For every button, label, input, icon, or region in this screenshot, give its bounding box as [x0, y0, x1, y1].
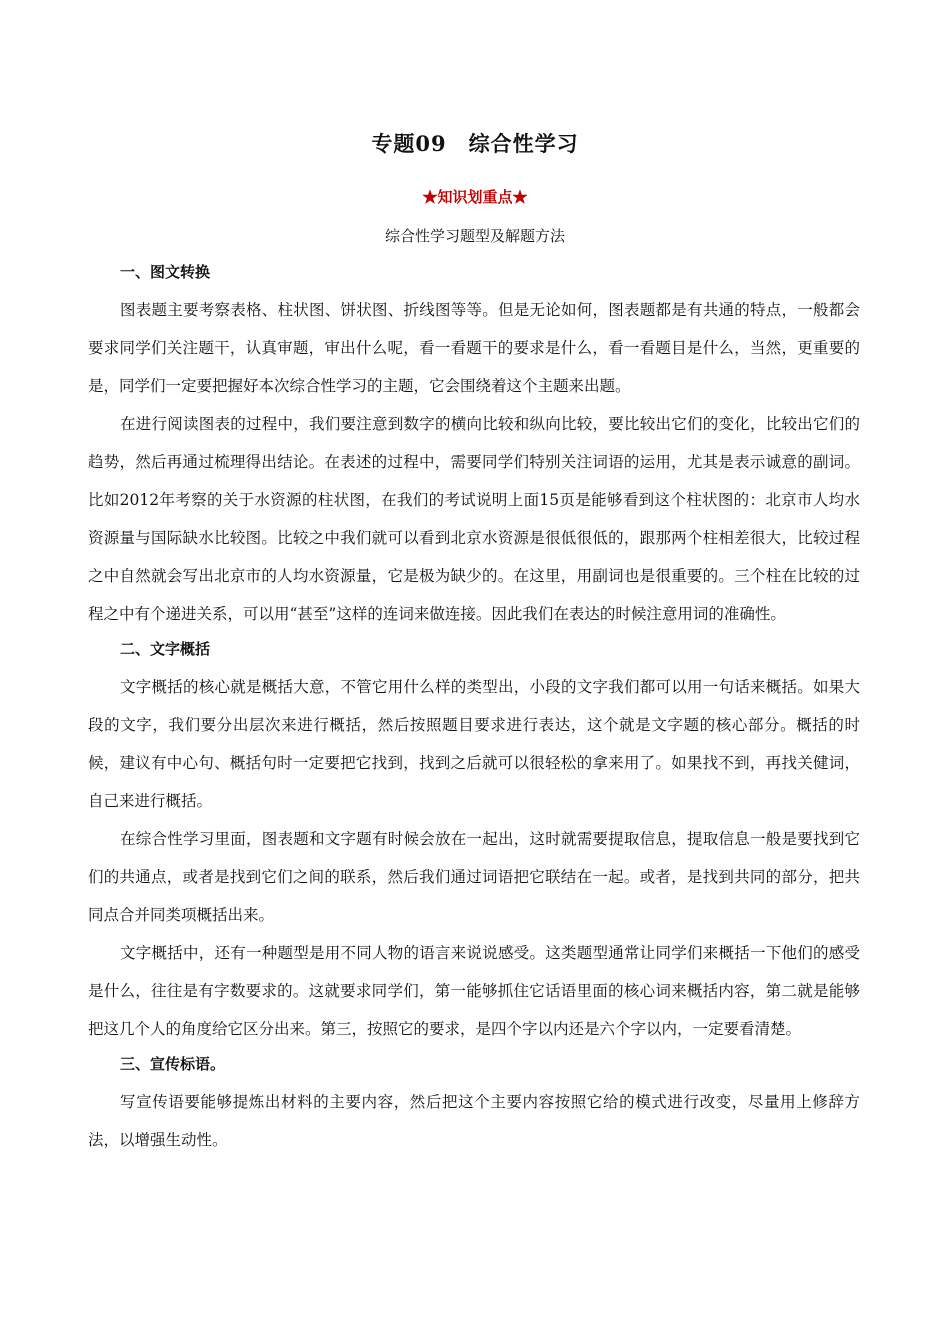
paragraph: 写宣传语要能够提炼出材料的主要内容，然后把这个主要内容按照它给的模式进行改变，尽量用上修辞方法，以增强生动性。	[88, 1093, 860, 1149]
section-heading-1: 一、图文转换	[120, 263, 211, 281]
section-heading-2: 二、文字概括	[120, 640, 211, 658]
paragraph: 在综合性学习里面，图表题和文字题有时候会放在一起出，这时就需要提取信息，提取信息一般是要找到它们的共通点，或者是找到它们之间的联系，然后我们通过词语把它联结在一起。或者，是找到共同的部分，把共同点合并同类项概括出来。	[88, 830, 860, 924]
document-body	[88, 258, 860, 1159]
paragraph: 文字概括中，还有一种题型是用不同人物的语言来说说感受。这类题型通常让同学们来概括一下他们的感受是什么，往往是有字数要求的。这就要求同学们，第一能够抓住它话语里面的核心词来概括内容，第二就是能够把这几个人的角度给它区分出来。第三，按照它的要求，是四个字以内还是六个字以内，一定要看清楚。	[88, 944, 860, 1038]
paragraph: 图表题主要考察表格、柱状图、饼状图、折线图等等。但是无论如何，图表题都是有共通的特点，一般都会要求同学们关注题干，认真审题，审出什么呢，看一看题干的要求是什么，看一看题目是什么，当然，更重要的是，同学们一定要把握好本次综合性学习的主题，它会围绕着这个主题来出题。	[88, 301, 860, 395]
paragraph: 在进行阅读图表的过程中，我们要注意到数字的横向比较和纵向比较，要比较出它们的变化，比较出它们的趋势，然后再通过梳理得出结论。在表述的过程中，需要同学们特别关注词语的运用，尤其是表示诚意的副词。比如2012年考察的关于水资源的柱状图，在我们的考试说明上面15页是能够看到这个柱状图的：北京市人均水资源量与国际缺水比较图。比较之中我们就可以看到北京水资源是很低很低的，跟那两个柱相差很大，比较过程之中自然就会写出北京市的人均水资源量，它是极为缺少的。在这里，用副词也是很重要的。三个柱在比较的过程之中有个递进关系，可以用“甚至”这样的连词来做连接。因此我们在表达的时候注意用词的准确性。	[88, 415, 860, 623]
section-heading-3: 三、宣传标语。	[120, 1055, 226, 1073]
paragraph: 文字概括的核心就是概括大意，不管它用什么样的类型出，小段的文字我们都可以用一句话来概括。如果大段的文字，我们要分出层次来进行概括，然后按照题目要求进行表达，这个就是文字题的核心部分。概括的时候，建议有中心句、概括句时一定要把它找到，找到之后就可以很轻松的拿来用了。如果找不到，再找关健词，自己来进行概括。	[88, 678, 860, 810]
document-subtitle: 综合性学习题型及解题方法	[384, 227, 565, 245]
key-points-banner: ★知识划重点★	[422, 188, 528, 206]
document-title: 专题09 综合性学习	[371, 131, 579, 156]
